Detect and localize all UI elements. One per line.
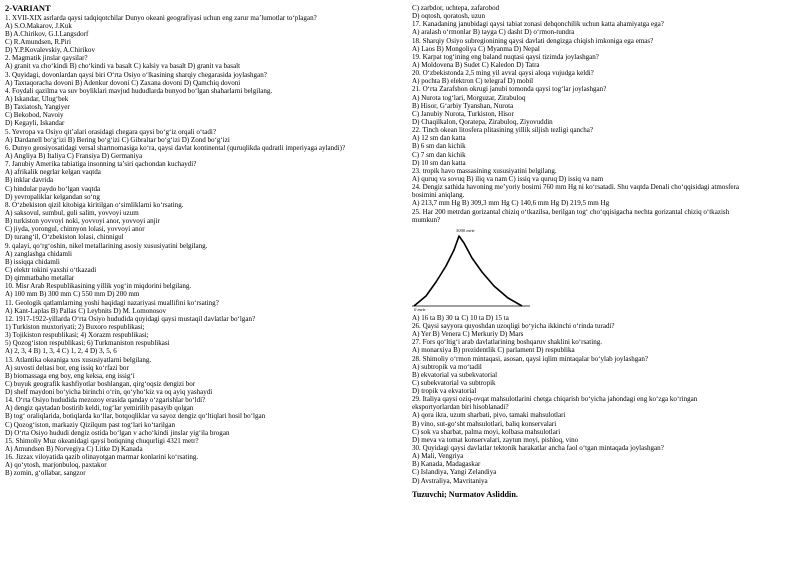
text-line: A) S.O.Makarov, J.Kuk [5, 21, 72, 30]
text-line: D) Kegayli, Iskandar [5, 119, 65, 128]
text-line: D) shelf maydoni bo‘yicha birinchi o‘rin, qo‘yho‘kiz va oq ayiq yashaydi [5, 388, 213, 397]
text-line: A) subtropik va mo‘tadil [412, 362, 482, 371]
text-line: B) 6 sm dan kichik [412, 142, 466, 151]
text-line: A) pochta B) elektron C) telegraf D) mobil [412, 77, 534, 86]
text-line: 19. Karpat tog‘ining eng baland nuqtasi qaysi tizimda joylashgan? [412, 52, 599, 61]
text-line: C) buyuk geografik kashfiyotlar boshlangan, qirg‘oqsiz dengizi bor [5, 379, 196, 388]
text-line: bosimini aniqlang. [412, 191, 465, 200]
right-column-top [412, 4, 796, 224]
text-line: 27. Fors qo‘ltig‘i arab davlatlarining boshqaruv shaklini ko‘rsating. [412, 338, 603, 347]
text-line: 21. O‘rta Zarafshon okrugi janubi tomonda qaysi tog‘lar joylashgan? [412, 85, 607, 94]
text-line: B) vino, sut-go‘sht mahsulotlari, baliq konservalari [412, 419, 557, 428]
text-line: 3) Tojikiston respublikasi; 4) Xorazm respublikasi; [5, 331, 149, 340]
text-line: C) Bekobod, Navoiy [5, 111, 64, 120]
text-line: D) oqtosh, qoratosh, uzun [412, 12, 486, 21]
text-line: A) Mali, Vengriya [412, 452, 464, 461]
text-line: A) 213,7 mm Hg B) 309,3 mm Hg C) 140,6 mm Hg D) 219,5 mm Hg [412, 199, 610, 208]
text-line: C) 7 sm dan kichik [412, 150, 466, 159]
text-line: B) inklar davrida [5, 176, 54, 185]
text-line: C) elektr tokini yaxshi o‘tkazadi [5, 265, 97, 274]
text-line: A) Iskandar, Ulug‘bek [5, 95, 69, 103]
text-line: D) yevropaliklar kelgandan so‘ng [5, 192, 100, 201]
text-line: 6. Dunyo geosiyosatidagi versal shartnomasiga ko‘ra, qaysi davlat kontinental (quruqlikda qudratli imperiyaga aylandi)? [5, 143, 346, 152]
text-line: 10. Misr Arab Respublikasining yillik yog‘in miqdorini belgilang. [5, 282, 192, 291]
mountain-diagram [412, 226, 532, 313]
peak-label: 3000 metr [456, 227, 475, 233]
text-line: A) saksovul, sumbul, guli salim, yovvoyi uzum [5, 208, 139, 217]
text-line: C) hindular paydo bo‘lgan vaqtda [5, 184, 101, 193]
text-line: A) Taxtaqoracha dovoni B) Adenkur dovoni C) Zaxana dovoni D) Qamchiq dovoni [5, 78, 241, 87]
text-line: 5. Yevropa va Osiyo qit’alari orasidagi chegara qaysi bo‘g‘iz orqali o‘tadi? [5, 127, 216, 136]
text-line: A) zanglashga chidamli [5, 249, 72, 258]
text-line: 11. Geologik qatlamlarning yoshi haqidagi nazariyasi muallifini ko‘rsating? [5, 298, 219, 307]
text-line: 24. Dengiz sathida havoning me’yoriy bosimi 760 mm Hg ni ko‘rsatadi. Shu vaqtda Denali cho‘qqisidagi atmosfera [412, 183, 740, 192]
text-line: 9. qalayi, qo‘rg‘oshin, nikel metallarining asosiy xususiyatini belgilang. [5, 241, 208, 250]
text-line: B) ekvatorial va subekvatorial [412, 370, 498, 379]
text-line: A) qora ikra, uzum sharbati, pivo, tamaki mahsulotlari [412, 411, 566, 420]
text-line: D) Avstraliya, Mavritaniya [412, 476, 488, 485]
text-line: A) monarxiya B) prezidentlik C) parlament D) respublika [412, 346, 575, 355]
text-line: 1) Turkiston muxtoriyati; 2) Buxoro respublikasi; [5, 322, 145, 331]
text-line: 26. Qaysi sayyora quyoshdan uzoqligi bo‘yicha ikkinchi o‘rinda turadi? [412, 321, 615, 330]
text-line: A) suvosti deltasi bor, eng issiq ko‘rfazi bor [5, 363, 129, 372]
text-line: A) afrikalik negrlar kelgan vaqtda [5, 168, 101, 177]
text-line: A) 2, 3, 4 B) 1, 3, 4 C) 1, 2, 4 D) 3, 5, 6 [5, 347, 117, 356]
text-line: 14. O‘rta Osiyo hududida mezozoy erasida qanday o‘zgarishlar bo‘ldi? [5, 396, 206, 405]
text-line: C) sok va sharbat, palma moyi, kolbasa mahsulotlari [412, 427, 561, 436]
right-column [412, 4, 796, 499]
text-line: 2. Magmatik jinslar qaysilar? [5, 54, 88, 63]
text-line: A) Laos B) Mongoliya C) Myanma D) Nepal [412, 44, 540, 53]
text-line: 3. Quyidagi, dovonlardan qaysi biri O‘rta Osiyo o‘lkasining sharqiy chegarasida joylashgan? [5, 70, 267, 79]
variant-title: 2-VARIANT [5, 4, 51, 13]
right-column-bottom [412, 314, 796, 485]
text-line: D) qimmatbaho metallar [5, 274, 75, 283]
text-line: 28. Shimoliy o‘rmon mintaqasi, asosan, qaysi iqlim mintaqalar bo‘ylab joylashgan? [412, 354, 649, 363]
text-line: D) meva va tomat konservalari, zaytun moyi, pishloq, vino [412, 435, 579, 444]
text-line: 12. 1917-1922-yillarda O‘rta Osiyo hududida quyidagi qaysi mustaqil davlatlar bo‘lgan? [5, 314, 256, 323]
text-line: A) Amundsen B) Norvegiya C) Litke D) Kanada [5, 445, 143, 454]
text-line: A) Kant-Laplas B) Pallas C) Leybnits D) M. Lomonosov [5, 306, 167, 315]
text-line: A) 16 ta B) 30 ta C) 10 ta D) 15 ta [412, 313, 509, 322]
text-line: C) R.Amundsen, R.Piri [5, 38, 71, 47]
text-line: A) Moldovena B) Sudet C) Kaledon D) Tatra [412, 60, 540, 69]
text-line: A) 12 sm dan katta [412, 134, 466, 143]
text-line: A) Yer B) Venera C) Merkuriy D) Mars [412, 330, 524, 339]
text-line: D) Chaqilkalon, Qoratepa, Zirabuloq, Ziyovuddin [412, 117, 553, 126]
mountain-figure [412, 226, 532, 313]
text-line: D) turang‘il, O‘zbekiston lolasi, chinnigul [5, 233, 124, 242]
text-line: 20. O‘zbekistonda 2,5 ming yil avval qaysi aloqa vujudga keldi? [412, 69, 594, 78]
text-line: A) quruq va sovuq B) iliq va nam C) issiq va quruq D) issiq va nam [412, 174, 604, 183]
text-line: C) subekvatorial va subtropik [412, 378, 496, 387]
text-line: B) Kanada, Madagaskar [412, 460, 481, 469]
text-line: B) Taxiatosh, Yangiyer [5, 103, 70, 112]
text-line: C) Janubiy Nurota, Turkiston, Hisor [412, 109, 514, 118]
text-line: D) tropik va ekvatorial [412, 387, 477, 396]
text-line: 18. Sharqiy Osiyo subregionining qaysi davlati dengizga chiqish imkoniga ega emas? [412, 36, 654, 45]
text-line: 13. Atlantika okeaniga xos xususiyatlarni belgilang. [5, 355, 152, 364]
text-line: A) granit va cho‘kindi B) cho‘kindi va basalt C) kalsiy va basalt D) granit va basalt [5, 62, 241, 71]
text-line: B) biomassaga eng boy, eng keksa, eng issig‘i [5, 371, 135, 380]
text-line: B) A.Chirikov, G.I.Langsdorf [5, 29, 89, 38]
text-line: 5) Qozog‘iston respublikasi; 6) Turkmaniston respublikasi [5, 339, 170, 348]
text-line: 17. Kanadaning janubidagi qaysi tabiat zonasi dehqonchilik uchun katta ahamiyatga ega? [412, 20, 664, 29]
left-column [5, 4, 397, 478]
text-line: B) issiqqa chidamli [5, 257, 60, 266]
text-line: C) jiyda, yorongul, chinnyon lolasi, yovvoyi anor [5, 225, 145, 234]
text-line: 15. Shimoliy Muz okeanidagi qaysi botiqning chuqurligi 4321 metr? [5, 436, 199, 445]
text-line: B) tog‘ oraliqlarida, botiqlarda ko‘llar, botqoqliklar va sayoz dengiz qo‘ltiqlari hosil bo‘lgan [5, 412, 266, 421]
text-line: 25. Har 200 metrdan gorizantal chiziq o‘tkazilsa, berilgan tog‘ cho‘qqisigacha nechta gorizantal chiziq o‘tkazish [412, 207, 730, 216]
text-line: A) qo‘ytosh, marjonbuloq, paxtakor [5, 461, 107, 470]
text-line: 4. Foydali qazilma va suv boyliklari mavjud hududlarda bunyod bo‘lgan shaharlarni belgilang. [5, 86, 273, 95]
text-line: C) zarbdor, uchtepa, zafarobod [412, 4, 500, 12]
text-line: A) 100 mm B) 300 mm C) 550 mm D) 200 mm [5, 290, 140, 299]
text-line: A) aralash o‘rmonlar B) tayga C) dasht D) o‘rmon-tundra [412, 28, 575, 37]
text-line: mumkun? [412, 215, 441, 224]
mountain-profile [414, 236, 522, 306]
text-line: 29. Italiya qaysi oziq-ovqat mahsulotlarini chetga chiqarish bo‘yicha jahondagi eng ko‘zga ko‘ringan [412, 395, 698, 404]
text-line: 23. tropik havo massasining xususiyatini belgilang. [412, 166, 557, 175]
text-line: A) Nurota tog‘lari, Morguzar, Zirabuloq [412, 93, 526, 102]
base-label: 0 metr [414, 306, 426, 312]
text-line: 1. XVII-XIX asrlarda qaysi tadqiqotchilar Dunyo okeani geografiyasi uchun eng zarur ma’lumotlar to‘plagan? [5, 13, 317, 22]
text-line: A) Dardanell bo‘g‘izi B) Bering bo‘g‘izi C) Gibraltar bo‘g‘izi D) Zond bo‘g‘izi [5, 135, 230, 144]
text-line: C) Islandiya, Yangi Zelandiya [412, 468, 497, 477]
text-line: 30. Quyidagi qaysi davlatlar tektonik harakatlar ancha faol o‘tgan mintaqada joylashgan? [412, 444, 664, 453]
text-line: D) O‘rta Osiyo hududi dengiz ostida bo‘lgan v acho‘kindi jinslar yig‘ila brogan [5, 428, 230, 437]
text-line: A) Angliya B) Italiya C) Fransiya D) Germaniya [5, 151, 143, 160]
text-line: B) Hisor, G‘arbiy Tyanshan, Nurota [412, 101, 514, 110]
text-line: B) zomin, g‘ollabar, sangzor [5, 469, 86, 478]
text-line: 7. Janubiy Amerika tabiatiga insonning ta’siri qachondan kuchaydi? [5, 160, 197, 169]
text-line: D) Y.P.Kovalevskiy, A.Chirikov [5, 46, 95, 55]
text-line: C) Qozog‘iston, markaziy Qizilqum past tog‘lari ko‘tarilgan [5, 420, 176, 429]
text-line: 8. O‘zbekiston qizil kitobiga kiritilgan o‘simliklarni ko‘rsating. [5, 200, 184, 209]
text-line: A) dengiz qaytadan bostirib keldi, tog‘lar yemirilib pasayib qolgan [5, 404, 194, 413]
text-line: B) turkiston yovvoyi noki, yovvoyi anor, yovvoyi anjir [5, 217, 160, 226]
text-line: 22. Tinch okean litosfera plitasining yillik siljish tezligi qancha? [412, 126, 594, 135]
text-line: 16. Jizzax viloyatida qazib olinayotgan marmar konlarini ko‘rsating. [5, 453, 199, 462]
author-line: Tuzuvchi; Nurmatov Asliddin. [412, 490, 518, 499]
text-line: D) 10 sm dan katta [412, 158, 466, 167]
text-line: eksportyorlardan biri hisoblanadi? [412, 403, 509, 412]
